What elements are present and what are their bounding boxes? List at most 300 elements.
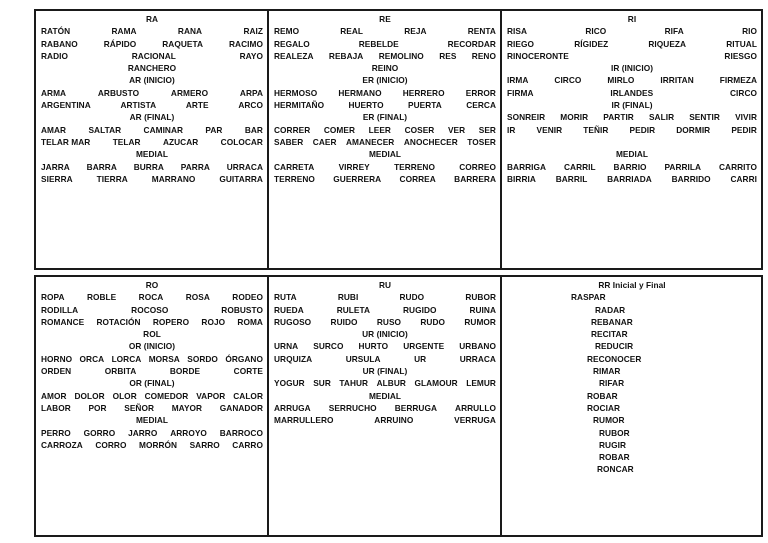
word: RAQUETA xyxy=(162,38,204,49)
word: OLOR xyxy=(112,390,137,401)
word: IRRITAN xyxy=(660,75,694,86)
word: RUGOSO xyxy=(274,316,312,327)
word: BARRIL xyxy=(555,173,588,184)
word: URRACA xyxy=(459,353,496,364)
word: TIERRA xyxy=(96,173,128,184)
word: ROPA xyxy=(41,292,65,303)
word: ARROYO xyxy=(170,427,207,438)
word: REMO xyxy=(274,26,300,37)
word: COSER xyxy=(404,124,435,135)
word-row xyxy=(41,365,263,377)
section-heading xyxy=(507,136,757,148)
word-row xyxy=(274,353,496,365)
word: MEDIAL xyxy=(135,149,169,160)
word-row xyxy=(274,161,496,173)
word: CORTE xyxy=(233,366,263,377)
word: MEDIAL xyxy=(368,390,402,401)
word: ALBUR xyxy=(376,378,406,389)
word: OR (INICIO) xyxy=(128,341,176,352)
word: MARRANO xyxy=(151,173,196,184)
cell-ru xyxy=(267,275,502,537)
word-row xyxy=(507,38,757,50)
word: PARRA xyxy=(180,161,210,172)
word: AMANECER xyxy=(346,136,395,147)
word: RUGIDO xyxy=(403,304,437,315)
word: PAR xyxy=(205,124,223,135)
word: URBANO xyxy=(459,341,496,352)
word-row xyxy=(41,439,263,451)
word: OR (FINAL) xyxy=(129,378,175,389)
word: MARRULLERO xyxy=(274,415,334,426)
word: RATÓN xyxy=(41,26,71,37)
word: REBAJA xyxy=(328,50,364,61)
word: BORDE xyxy=(169,366,201,377)
word-row xyxy=(274,340,496,352)
word-row xyxy=(274,173,496,185)
word: RENTA xyxy=(467,26,496,37)
word: RIFA xyxy=(664,26,684,37)
word: RICO xyxy=(585,26,607,37)
word: RIESGO xyxy=(724,50,757,61)
section-heading xyxy=(274,148,496,160)
word: ROBLE xyxy=(86,292,117,303)
word-row xyxy=(274,124,496,136)
word: SABER xyxy=(274,136,304,147)
word: TEÑIR xyxy=(583,124,609,135)
word: RODILLA xyxy=(41,304,79,315)
word: SIERRA xyxy=(41,173,73,184)
word: ROBUSTO xyxy=(221,304,263,315)
word: REGALO xyxy=(274,38,310,49)
word: IRLANDES xyxy=(610,87,654,98)
word: RUMOR xyxy=(593,415,625,426)
cell-rr xyxy=(500,275,763,537)
word-row xyxy=(507,25,757,37)
word: PUERTA xyxy=(408,100,442,111)
word: BARRIADA xyxy=(607,173,652,184)
word: RECONOCER xyxy=(587,353,642,364)
word: MORIR xyxy=(560,112,589,123)
word: MAYOR xyxy=(171,402,203,413)
section-heading xyxy=(41,340,263,352)
word: ARMA xyxy=(41,87,67,98)
word: REBANAR xyxy=(591,316,633,327)
word: RENO xyxy=(471,50,496,61)
section-heading xyxy=(41,148,263,160)
word: CARROZA xyxy=(41,439,83,450)
word-row xyxy=(507,74,757,86)
word: RASPAR xyxy=(571,292,606,303)
word-row xyxy=(41,161,263,173)
word: CARRITO xyxy=(718,161,757,172)
cell-ra xyxy=(34,9,269,270)
word-row xyxy=(41,99,263,111)
word: CARRO xyxy=(232,439,263,450)
word-row xyxy=(507,124,757,136)
word: ARCO xyxy=(238,100,263,111)
word: RAMA xyxy=(111,26,137,37)
word-row xyxy=(274,50,496,62)
section-heading xyxy=(41,111,263,123)
word: SORDO xyxy=(187,353,218,364)
word: RUIDO xyxy=(330,316,358,327)
word: RECITAR xyxy=(591,329,628,340)
word: SERRUCHO xyxy=(328,402,377,413)
word-row xyxy=(41,353,263,365)
word: HERMITAÑO xyxy=(274,100,325,111)
word: TOSER xyxy=(467,136,496,147)
word: ROCA xyxy=(138,292,164,303)
word: ARBUSTO xyxy=(97,87,140,98)
word: BARRIDO xyxy=(671,173,711,184)
word: RODEO xyxy=(232,292,263,303)
word: FIRMA xyxy=(507,87,534,98)
word: CORRO xyxy=(95,439,127,450)
word-row xyxy=(41,291,263,303)
word: TERRENO xyxy=(274,173,315,184)
word-row xyxy=(41,50,263,62)
word: ARMERO xyxy=(170,87,209,98)
word: AR (FINAL) xyxy=(129,112,175,123)
word: ERROR xyxy=(465,87,496,98)
cell-title: RE xyxy=(379,14,391,24)
word: SENTIR xyxy=(689,112,720,123)
word: SONREIR xyxy=(507,112,546,123)
word: CIRCO xyxy=(730,87,757,98)
word: BARRIGA xyxy=(507,161,547,172)
word: IR (FINAL) xyxy=(611,100,653,111)
word: RIFAR xyxy=(599,378,625,389)
word: AMOR xyxy=(41,390,67,401)
word: RIQUEZA xyxy=(648,38,687,49)
word: BARRA xyxy=(86,161,117,172)
word: CAMINAR xyxy=(143,124,184,135)
word: DOLOR xyxy=(74,390,105,401)
word: RUINA xyxy=(469,304,496,315)
word: RUGIR xyxy=(599,439,626,450)
section-heading xyxy=(274,365,496,377)
word: REMOLINO xyxy=(378,50,424,61)
word: RUEDA xyxy=(274,304,304,315)
word: GUERRERA xyxy=(333,173,382,184)
word: PERRO xyxy=(41,427,71,438)
word: URSULA xyxy=(345,353,381,364)
word-row xyxy=(274,38,496,50)
word: MEDIAL xyxy=(615,149,649,160)
word: VERRUGA xyxy=(454,415,496,426)
word: ANOCHECER xyxy=(403,136,458,147)
section-heading xyxy=(41,62,263,74)
word: SALTAR xyxy=(88,124,122,135)
word-row xyxy=(41,304,263,316)
word: REBELDE xyxy=(358,38,399,49)
word: RACIMO xyxy=(229,38,263,49)
word: ARTISTA xyxy=(120,100,157,111)
word: RIMAR xyxy=(593,366,621,377)
word-row xyxy=(274,99,496,111)
word: HORNO xyxy=(41,353,73,364)
section-heading xyxy=(507,99,757,111)
word: GORRO xyxy=(83,427,116,438)
word-row xyxy=(274,402,496,414)
word: ARRUINO xyxy=(374,415,414,426)
word: RISA xyxy=(507,26,528,37)
word: CARRIL xyxy=(563,161,596,172)
word: RUBI xyxy=(337,292,359,303)
word-row xyxy=(41,136,263,148)
word: ORCA xyxy=(79,353,105,364)
word: RUDO xyxy=(399,292,425,303)
word: TELAR MAR xyxy=(41,136,91,147)
word: TELAR xyxy=(112,136,141,147)
word: RONCAR xyxy=(597,464,634,475)
word: IR xyxy=(507,124,516,135)
section-heading xyxy=(274,111,496,123)
word: SARRO xyxy=(189,439,220,450)
word: URNA xyxy=(274,341,299,352)
word: IR (INICIO) xyxy=(610,63,654,74)
word: ORBITA xyxy=(104,366,137,377)
word-row xyxy=(41,390,263,402)
word-row xyxy=(507,111,757,123)
word: CERCA xyxy=(466,100,496,111)
word: BAR xyxy=(244,124,263,135)
word-row xyxy=(274,377,496,389)
word: ROPERO xyxy=(152,316,190,327)
word: RABANO xyxy=(41,38,78,49)
word: VIVIR xyxy=(735,112,757,123)
word: SEÑOR xyxy=(124,402,155,413)
word: MEDIAL xyxy=(368,149,402,160)
word-row xyxy=(274,304,496,316)
word: IRMA xyxy=(507,75,529,86)
word: RINOCERONTE xyxy=(507,50,569,61)
cell-title: RA xyxy=(145,14,159,24)
word: RIEGO xyxy=(507,38,534,49)
word: COLOCAR xyxy=(220,136,263,147)
word: TERRENO xyxy=(394,161,435,172)
word: ER (INICIO) xyxy=(362,75,408,86)
cell-title: RR Inicial y Final xyxy=(598,280,666,290)
word: ROBAR xyxy=(587,390,618,401)
word: REAL xyxy=(340,26,364,37)
word: PEDIR xyxy=(731,124,757,135)
word: ROCIAR xyxy=(587,402,621,413)
word: CIRCO xyxy=(554,75,582,86)
word: GANADOR xyxy=(219,402,263,413)
word: RANA xyxy=(177,26,203,37)
word-row xyxy=(507,50,757,62)
word: RUSO xyxy=(376,316,402,327)
word: UR (INICIO) xyxy=(362,329,408,340)
cell-title: RI xyxy=(627,14,637,24)
word-row xyxy=(41,427,263,439)
word: BIRRIA xyxy=(507,173,536,184)
section-heading xyxy=(41,328,263,340)
word: PEDIR xyxy=(629,124,656,135)
word: YOGUR xyxy=(274,378,305,389)
word: REJA xyxy=(404,26,427,37)
word: CAER xyxy=(312,136,337,147)
section-heading xyxy=(274,62,496,74)
section-heading xyxy=(507,62,757,74)
word: RIO xyxy=(742,26,757,37)
word: RES xyxy=(439,50,457,61)
word: URRACA xyxy=(226,161,263,172)
section-heading xyxy=(274,390,496,402)
word: PARRILA xyxy=(664,161,702,172)
word-row xyxy=(41,316,263,328)
word: BURRA xyxy=(133,161,164,172)
word-row xyxy=(507,173,757,185)
word: RÁPIDO xyxy=(103,38,137,49)
word: AZUCAR xyxy=(162,136,199,147)
word: ARPA xyxy=(239,87,263,98)
word: RADIO xyxy=(41,50,68,61)
word: SALIR xyxy=(648,112,675,123)
word: ARTE xyxy=(185,100,209,111)
word: COMEDOR xyxy=(144,390,189,401)
word: BARRIO xyxy=(613,161,647,172)
section-heading xyxy=(41,377,263,389)
word: UR (FINAL) xyxy=(362,366,408,377)
word: SER xyxy=(478,124,496,135)
word: VER xyxy=(447,124,466,135)
word: RACIONAL xyxy=(131,50,176,61)
cell-ro xyxy=(34,275,269,537)
word: LABOR xyxy=(41,402,71,413)
word: HURTO xyxy=(358,341,389,352)
word: ROMANCE xyxy=(41,316,85,327)
word-row xyxy=(41,87,263,99)
section-heading xyxy=(274,328,496,340)
word-row xyxy=(274,87,496,99)
word: RANCHERO xyxy=(127,63,177,74)
word: HERMANO xyxy=(338,87,382,98)
word: ER (FINAL) xyxy=(362,112,408,123)
word: RUDO xyxy=(420,316,446,327)
word: COMER xyxy=(323,124,356,135)
word: URQUIZA xyxy=(274,353,313,364)
word: URGENTE xyxy=(403,341,445,352)
word: LEMUR xyxy=(466,378,496,389)
word: BARROCO xyxy=(219,427,263,438)
word: LEER xyxy=(368,124,391,135)
word: HUERTO xyxy=(348,100,384,111)
word: CARRI xyxy=(730,173,757,184)
word: MEDIAL xyxy=(135,415,169,426)
word: UR xyxy=(414,353,427,364)
cell-ri xyxy=(500,9,763,270)
section-heading xyxy=(274,74,496,86)
word-row xyxy=(507,161,757,173)
word: ARRULLO xyxy=(455,402,496,413)
word-row xyxy=(41,38,263,50)
word-row xyxy=(274,414,496,426)
word: POR xyxy=(88,402,107,413)
word: RECORDAR xyxy=(447,38,496,49)
word: CORRER xyxy=(274,124,311,135)
word: LORCA xyxy=(111,353,142,364)
word: RADAR xyxy=(595,304,626,315)
word: RUBOR xyxy=(465,292,496,303)
word: ROJO xyxy=(201,316,226,327)
word: REDUCIR xyxy=(595,341,634,352)
word: VAPOR xyxy=(196,390,226,401)
cell-title: RO xyxy=(145,280,159,290)
word: MIRLO xyxy=(607,75,635,86)
word: ROSA xyxy=(185,292,210,303)
word: BERRUGA xyxy=(394,402,437,413)
word: PARTIR xyxy=(603,112,634,123)
word: GLAMOUR xyxy=(414,378,458,389)
word-row xyxy=(41,173,263,185)
word: RITUAL xyxy=(726,38,757,49)
word-row xyxy=(274,136,496,148)
word: AMAR xyxy=(41,124,67,135)
word: RUTA xyxy=(274,292,297,303)
word-row xyxy=(41,25,263,37)
word: SUR xyxy=(313,378,331,389)
word: BARRERA xyxy=(454,173,496,184)
word: ROL xyxy=(143,329,161,340)
section-heading xyxy=(41,74,263,86)
word: ROMA xyxy=(237,316,263,327)
word-row xyxy=(41,124,263,136)
word: GUITARRA xyxy=(219,173,263,184)
word: RAIZ xyxy=(243,26,263,37)
word: DORMIR xyxy=(676,124,711,135)
word: JARRA xyxy=(41,161,70,172)
word: SURCO xyxy=(313,341,344,352)
cell-title: RU xyxy=(378,280,392,290)
section-heading xyxy=(41,414,263,426)
word: RUBOR xyxy=(599,427,630,438)
word-row xyxy=(507,87,757,99)
word-row xyxy=(274,25,496,37)
word: HERMOSO xyxy=(274,87,318,98)
word: ÓRGANO xyxy=(225,353,263,364)
word: RAYO xyxy=(239,50,263,61)
word: AR (INICIO) xyxy=(129,75,175,86)
word-row xyxy=(274,316,496,328)
word-row xyxy=(274,291,496,303)
cell-re xyxy=(267,9,502,270)
word: CARRETA xyxy=(274,161,315,172)
worksheet-grid xyxy=(34,9,763,537)
word: TAHUR xyxy=(339,378,369,389)
word: MORRÓN xyxy=(138,439,178,450)
word: CORREO xyxy=(459,161,496,172)
word: FIRMEZA xyxy=(719,75,757,86)
word: MORSA xyxy=(148,353,180,364)
word: ROCOSO xyxy=(131,304,169,315)
word: RÍGIDEZ xyxy=(574,38,609,49)
section-heading xyxy=(507,148,757,160)
word: RULETA xyxy=(336,304,371,315)
word: ROTACIÓN xyxy=(96,316,141,327)
word: ARGENTINA xyxy=(41,100,91,111)
word: REINO xyxy=(371,63,399,74)
word: HERRERO xyxy=(402,87,445,98)
word: CALOR xyxy=(233,390,263,401)
word-row xyxy=(41,402,263,414)
word: VIRREY xyxy=(338,161,370,172)
word: JARRO xyxy=(128,427,158,438)
word: ORDEN xyxy=(41,366,72,377)
word: ARRUGA xyxy=(274,402,311,413)
word: REALEZA xyxy=(274,50,314,61)
